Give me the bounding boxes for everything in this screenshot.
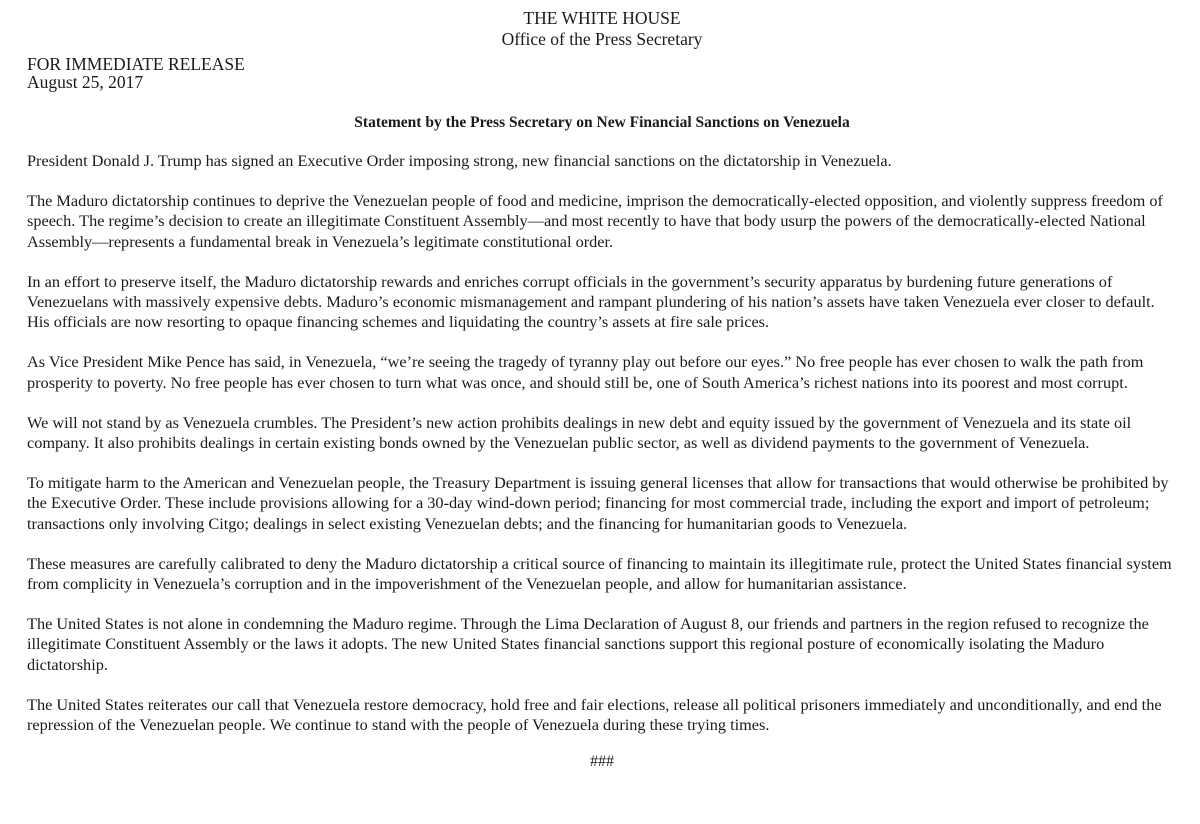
paragraph: These measures are carefully calibrated to deny the Maduro dictatorship a critical source of financing to maintain its illegitimate rule, protect the United States financial system from complicity in Venezuela’s corruption and in the impoverishment of the Venezuelan people, and allow for humanitarian assistance.	[27, 553, 1172, 594]
paragraph: To mitigate harm to the American and Venezuelan people, the Treasury Department is issuing general licenses that allow for transactions that would otherwise be prohibited by the Executive Order. These include provisions allowing for a 30-day wind-down period; financing for most commercial trade, including the export and import of petroleum; transactions only involving Citgo; dealings in select existing Venezuelan debts; and the financing for humanitarian goods to Venezuela.	[27, 472, 1169, 533]
office-name: Office of the Press Secretary	[501, 29, 703, 49]
release-info	[27, 55, 1177, 91]
statement-body	[27, 151, 1177, 736]
statement-title: Statement by the Press Secretary on New Financial Sanctions on Venezuela	[354, 114, 850, 131]
release-label: FOR IMMEDIATE RELEASE	[27, 54, 245, 74]
paragraph: The United States is not alone in condemning the Maduro regime. Through the Lima Declaration of August 8, our friends and partners in the region refused to recognize the illegitimate Constituent Assembly or the laws it adopts. The new United States financial sanctions support this regional posture of economically isolating the Maduro dictatorship.	[27, 614, 1149, 674]
paragraph: The Maduro dictatorship continues to deprive the Venezuelan people of food and medicine, imprison the democratically-elected opposition, and violently suppress freedom of speech. The regime’s decision to create an illegitimate Constituent Assembly—and most recently to have that body usurp the powers of the democratically-elected National Assembly—represents a fundamental break in Venezuela’s legitimate constitutional order.	[27, 190, 1163, 251]
paragraph: The United States reiterates our call that Venezuela restore democracy, hold free and fair elections, release all political prisoners immediately and unconditionally, and end the repression of the Venezuelan people. We continue to stand with the people of Venezuela during these trying times.	[27, 694, 1162, 735]
end-mark: ###	[590, 753, 614, 771]
paragraph: As Vice President Mike Pence has said, in Venezuela, “we’re seeing the tragedy of tyranny play out before our eyes.” No free people has ever chosen to walk the path from prosperity to poverty. No free people has ever chosen to turn what was once, and should still be, one of South America’s richest nations into its poorest and most corrupt.	[27, 352, 1144, 392]
paragraph: President Donald J. Trump has signed an Executive Order imposing strong, new financial sanctions on the dictatorship in Venezuela.	[27, 151, 892, 170]
org-name: THE WHITE HOUSE	[523, 8, 681, 28]
paragraph: We will not stand by as Venezuela crumbles. The President’s new action prohibits dealings in new debt and equity issued by the government of Venezuela and its state oil company. It also prohibits dealings in certain existing bonds owned by the Venezuelan public sector, as well as dividend payments to the government of Venezuela.	[27, 412, 1132, 453]
press-release-document	[27, 8, 1177, 771]
document-header	[27, 8, 1177, 50]
release-date: August 25, 2017	[27, 72, 144, 92]
paragraph: In an effort to preserve itself, the Maduro dictatorship rewards and enriches corrupt officials in the government’s security apparatus by burdening future generations of Venezuelans with massively expensive debts. Maduro’s economic mismanagement and rampant plundering of his nation’s assets have taken Venezuela ever closer to default. His officials are now resorting to opaque financing schemes and liquidating the country’s assets at fire sale prices.	[27, 271, 1155, 332]
